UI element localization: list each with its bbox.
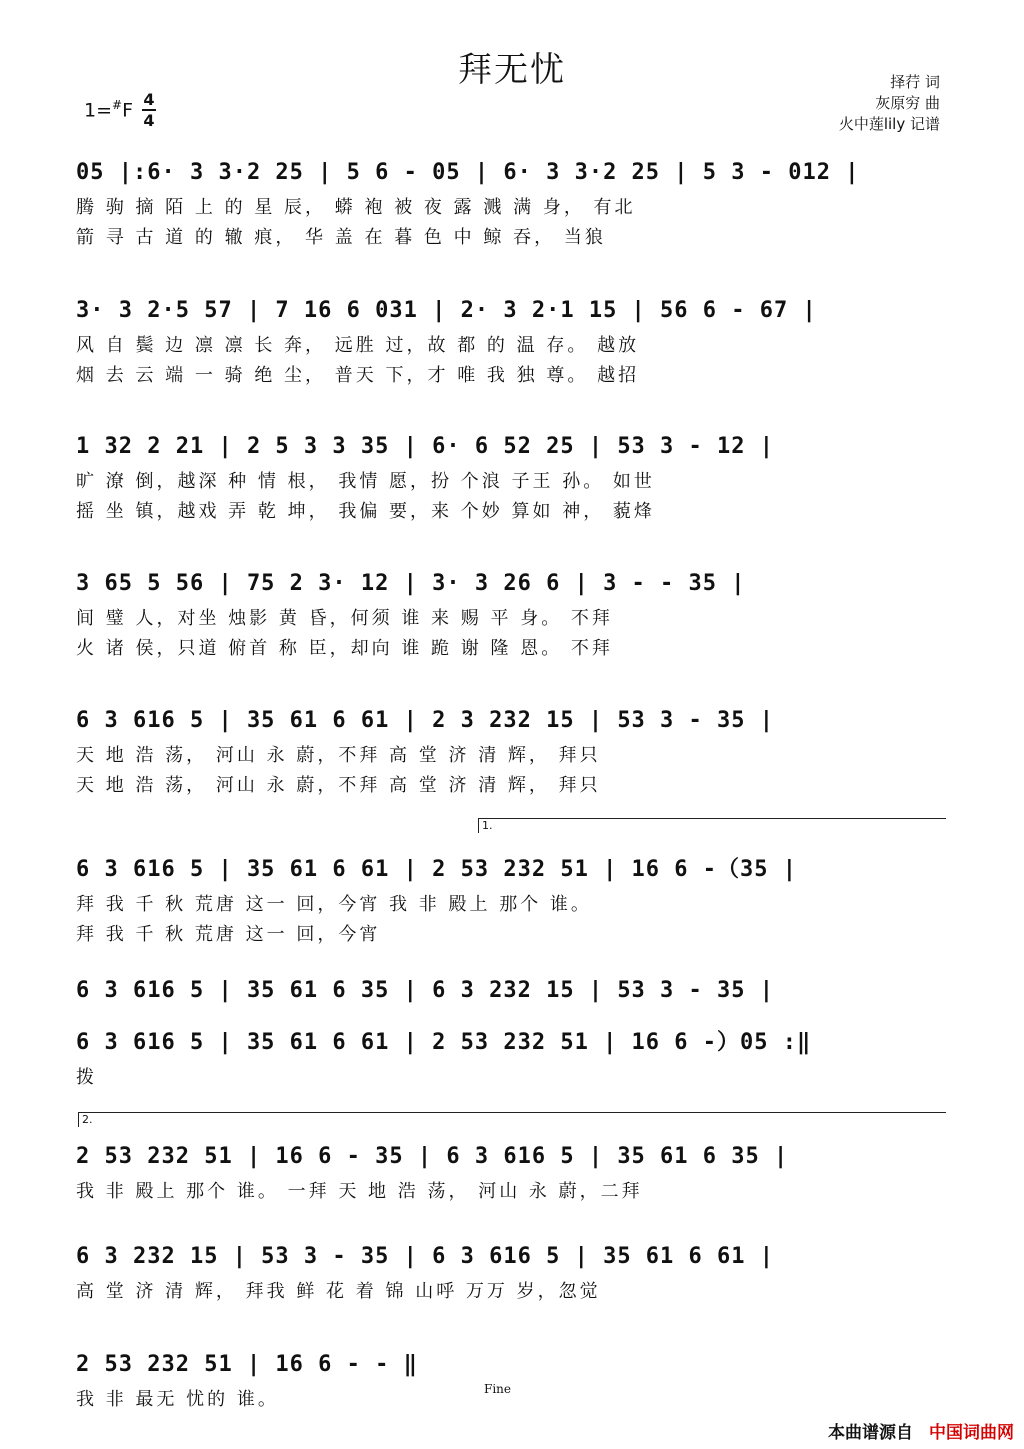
- lyric-line-1: 拨: [76, 1067, 97, 1088]
- notation-line: 6 3 616 5 | 35 61 6 35 | 6 3 232 15 | 53 3 - 35 |: [76, 978, 775, 1003]
- lyric-line-1: 拜 我 千 秋 荒唐 这一 回，今宵 我 非 殿上 那个 谁。: [76, 894, 592, 915]
- notation-line: 1 32 2 21 | 2 5 3 3 35 | 6· 6 52 25 | 53 3 - 12 |: [76, 434, 775, 459]
- notation-line: 6 3 616 5 | 35 61 6 61 | 2 53 232 51 | 16 6 -（35 |: [76, 857, 798, 882]
- lyricist-credit: 择荇 词: [890, 73, 940, 91]
- lyric-line-2: 拜 我 千 秋 荒唐 这一 回，今宵: [76, 924, 381, 945]
- score-system: [0, 567, 1024, 667]
- footer-source-text: 本曲谱源自: [828, 1423, 913, 1443]
- lyric-line-1: 旷 潦 倒，越深 种 情 根， 我情 愿，扮 个浪 子王 孙。 如世: [76, 471, 655, 492]
- lyric-line-2: 箭 寻 古 道 的 辙 痕， 华 盖 在 暮 色 中 鲸 吞， 当狼: [76, 227, 606, 248]
- time-signature: [142, 90, 156, 130]
- volta-bracket-1: 1.: [478, 818, 946, 833]
- notation-line: 6 3 232 15 | 53 3 - 35 | 6 3 616 5 | 35 61 6 61 |: [76, 1244, 775, 1269]
- song-title: 拜无忧: [458, 50, 566, 90]
- score-system: [0, 1240, 1024, 1320]
- composer-credit: 灰原穷 曲: [875, 94, 940, 112]
- key-note: F: [122, 99, 134, 122]
- lyric-line-1: 间 璧 人，对坐 烛影 黄 昏，何须 谁 来 赐 平 身。 不拜: [76, 608, 613, 629]
- lyric-line-1: 风 自 鬓 边 凛 凛 长 奔， 远胜 过，故 都 的 温 存。 越放: [76, 335, 640, 356]
- lyric-line-1: 我 非 殿上 那个 谁。 一拜 天 地 浩 荡， 河山 永 蔚，二拜: [76, 1181, 643, 1202]
- time-signature-top: 4: [143, 90, 155, 109]
- score-system: [0, 704, 1024, 804]
- lyric-line-1: 腾 驹 摘 陌 上 的 星 辰， 蟒 袍 被 夜 露 溅 满 身， 有北: [76, 197, 636, 218]
- notation-line: 3· 3 2·5 57 | 7 16 6 031 | 2· 3 2·1 15 | 56 6 - 67 |: [76, 298, 817, 323]
- score-system: [0, 974, 1024, 1014]
- lyric-line-1: 天 地 浩 荡， 河山 永 蔚，不拜 高 堂 济 清 辉， 拜只: [76, 745, 601, 766]
- notation-line: 2 53 232 51 | 16 6 - - ‖: [76, 1352, 418, 1377]
- lyric-line-2: 摇 坐 镇，越戏 弄 乾 坤， 我偏 要，来 个妙 算如 神， 藐烽: [76, 501, 655, 522]
- score-system: [0, 294, 1024, 394]
- key-prefix: 1=: [84, 99, 113, 122]
- time-signature-bottom: 4: [143, 111, 155, 130]
- volta-bracket-2: 2.: [78, 1112, 946, 1127]
- transcriber-credit: 火中莲lily 记谱: [838, 115, 940, 133]
- notation-line: 2 53 232 51 | 16 6 - 35 | 6 3 616 5 | 35 61 6 35 |: [76, 1144, 789, 1169]
- notation-line: 6 3 616 5 | 35 61 6 61 | 2 3 232 15 | 53 3 - 35 |: [76, 708, 775, 733]
- lyric-line-1: 高 堂 济 清 辉， 拜我 鲜 花 着 锦 山呼 万万 岁，忽觉: [76, 1281, 601, 1302]
- key-signature: [84, 98, 133, 121]
- footer-credit: [828, 1418, 1014, 1443]
- lyric-line-2: 火 诸 侯，只道 俯首 称 臣，却向 谁 跪 谢 隆 恩。 不拜: [76, 638, 613, 659]
- score-system: [0, 1140, 1024, 1220]
- score-system: [0, 853, 1024, 953]
- score-system: [0, 1026, 1024, 1106]
- notation-line: 6 3 616 5 | 35 61 6 61 | 2 53 232 51 | 16 6 -）05 :‖: [76, 1030, 812, 1055]
- notation-line: 3 65 5 56 | 75 2 3· 12 | 3· 3 26 6 | 3 - - 35 |: [76, 571, 746, 596]
- sharp-sign: #: [112, 98, 123, 112]
- score-system: [0, 156, 1024, 256]
- footer-site-link[interactable]: 中国词曲网: [929, 1423, 1014, 1443]
- lyric-line-1: 我 非 最无 忧的 谁。: [76, 1389, 279, 1410]
- score-system: [0, 1348, 1024, 1428]
- notation-line: 05 |:6· 3 3·2 25 | 5 6 - 05 | 6· 3 3·2 25 | 5 3 - 012 |: [76, 160, 860, 185]
- lyric-line-2: 烟 去 云 端 一 骑 绝 尘， 普天 下，才 唯 我 独 尊。 越招: [76, 365, 640, 386]
- lyric-line-2: 天 地 浩 荡， 河山 永 蔚，不拜 高 堂 济 清 辉， 拜只: [76, 775, 601, 796]
- fine-marking: Fine: [484, 1382, 511, 1396]
- score-system: [0, 430, 1024, 530]
- credits: [839, 72, 940, 135]
